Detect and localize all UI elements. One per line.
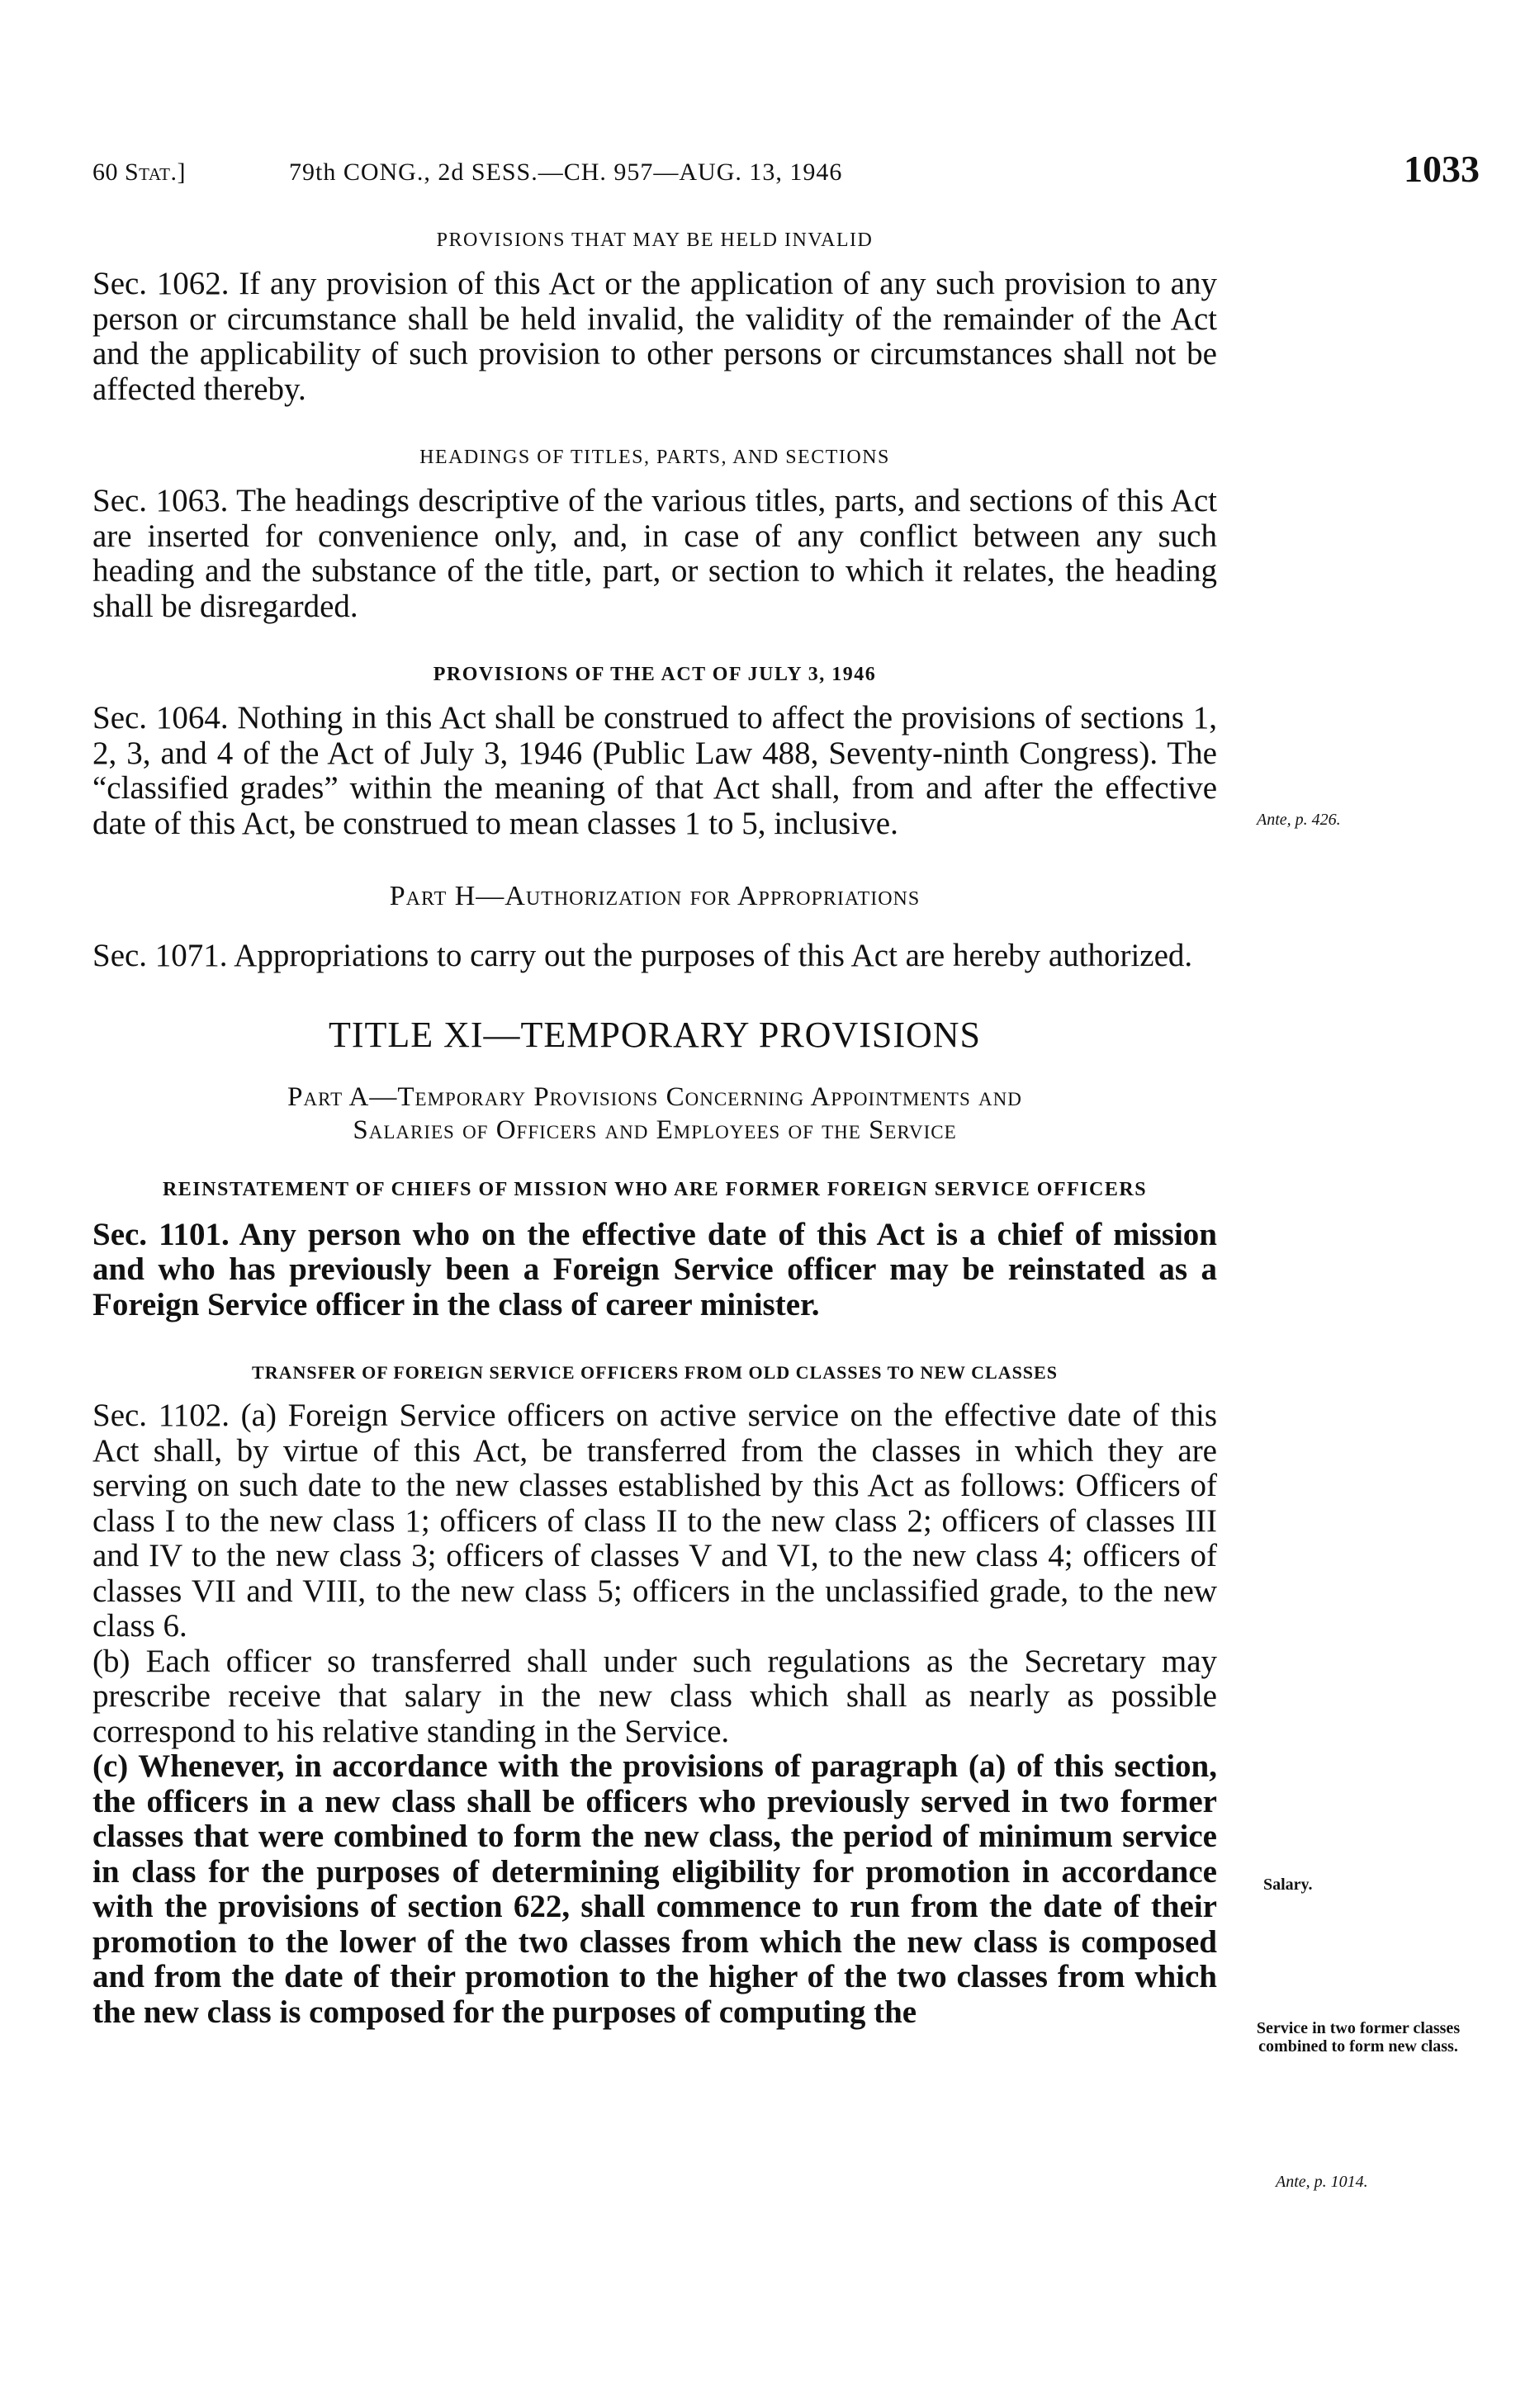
section-1062 (92, 229, 1217, 407)
section-text: Sec. 1071. Appropriations to carry out the purposes of this Act are hereby authorized. (92, 938, 1193, 973)
margin-note-ante-426: Ante, p. 426. (1257, 811, 1341, 829)
part-a-heading (92, 1081, 1217, 1147)
part-a-heading-line-1: Part A—Temporary Provisions Concerning Appointments and (287, 1081, 1022, 1112)
section-1071 (92, 939, 1217, 974)
margin-note-service-two-former-classes: Service in two former classes combined to form new class. (1256, 2019, 1461, 2056)
part-a-heading-line-2: Salaries of Officers and Employees of the Service (353, 1114, 957, 1145)
section-heading: PROVISIONS OF THE ACT OF JULY 3, 1946 (433, 664, 877, 685)
margin-note-ante-1014: Ante, p. 1014. (1276, 2173, 1368, 2191)
section-text: Sec. 1063. The headings descriptive of the various titles, parts, and sections of this Act are inserted for convenience only, and, in case of any conflict between any such heading and the substance of the title, part, or section to which it relates, the heading shall be disregarded. (92, 483, 1217, 624)
section-1101 (92, 1176, 1217, 1323)
subsection-a: Sec. 1102. (a) Foreign Service officers on active service on the effective date of this Act shall, by virtue of this Act, be transferred from the classes in which they are serving on such date to the new classes established by this Act as follows: Officers of class I to the new class 1; officers of class II to the new class 2; officers of classes III and IV to the new class 3; officers of classes V and VI, to the new class 4; officers of classes VII and VIII, to the new class 5; officers in the unclassified grade, to the new class 6. (92, 1398, 1217, 1644)
page-number: 1033 (1404, 148, 1480, 190)
section-1102 (92, 1362, 1217, 2030)
statute-volume: 60 Stat.] (92, 158, 186, 186)
section-text: Sec. 1101. Any person who on the effective date of this Act is a chief of mission and who has previously been a Foreign Service officer may be reinstated as a Foreign Service officer in the class of career minister. (92, 1216, 1217, 1322)
subsection-c: (c) Whenever, in accordance with the provisions of paragraph (a) of this section, the officers in a new class shall be officers who previously served in two former classes that were combined to form the new class, the period of minimum service in class for the purposes of determining eligibility for promotion in accordance with the provisions of section 622, shall commence to run from the date of their promotion to the lower of the two classes from which the new class is composed and from the date of their promotion to the higher of the two classes from which the new class is composed for the purposes of computing the (92, 1748, 1217, 2030)
section-1064 (92, 664, 1217, 841)
section-heading: PROVISIONS THAT MAY BE HELD INVALID (436, 229, 874, 251)
margin-note-salary: Salary. (1263, 1876, 1313, 1894)
part-h-heading: Part H—Authorization for Appropriations (389, 881, 921, 911)
body-column (92, 229, 1217, 2030)
section-heading: REINSTATEMENT OF CHIEFS OF MISSION WHO ARE FORMER FOREIGN SERVICE OFFICERS (162, 1178, 1148, 1200)
subsection-b: (b) Each officer so transferred shall under such regulations as the Secretary may prescribe receive that salary in the new class which shall as nearly as possible correspond to his relative standing in the Service. (92, 1643, 1217, 1749)
section-heading: TRANSFER OF FOREIGN SERVICE OFFICERS FROM OLD CLASSES TO NEW CLASSES (252, 1362, 1058, 1383)
title-xi-heading: TITLE XI—TEMPORARY PROVISIONS (328, 1014, 982, 1055)
section-1063 (92, 447, 1217, 624)
congress-session-chapter: 79th CONG., 2d SESS.—CH. 957—AUG. 13, 1946 (289, 158, 843, 186)
section-heading: HEADINGS OF TITLES, PARTS, AND SECTIONS (419, 447, 890, 468)
section-text: Sec. 1062. If any provision of this Act or the application of any such provision to any person or circumstance shall be held invalid, the validity of the remainder of the Act and the applicability of such provision to other persons or circumstances shall not be affected thereby. (92, 266, 1217, 407)
section-text: Sec. 1064. Nothing in this Act shall be construed to affect the provisions of sections 1, 2, 3, and 4 of the Act of July 3, 1946 (Public Law 488, Seventy-ninth Congress). The “classified grades” within the meaning of that Act shall, from and after the effective date of this Act, be construed to mean classes 1 to 5, inclusive. (92, 700, 1217, 841)
running-head (92, 147, 1480, 196)
